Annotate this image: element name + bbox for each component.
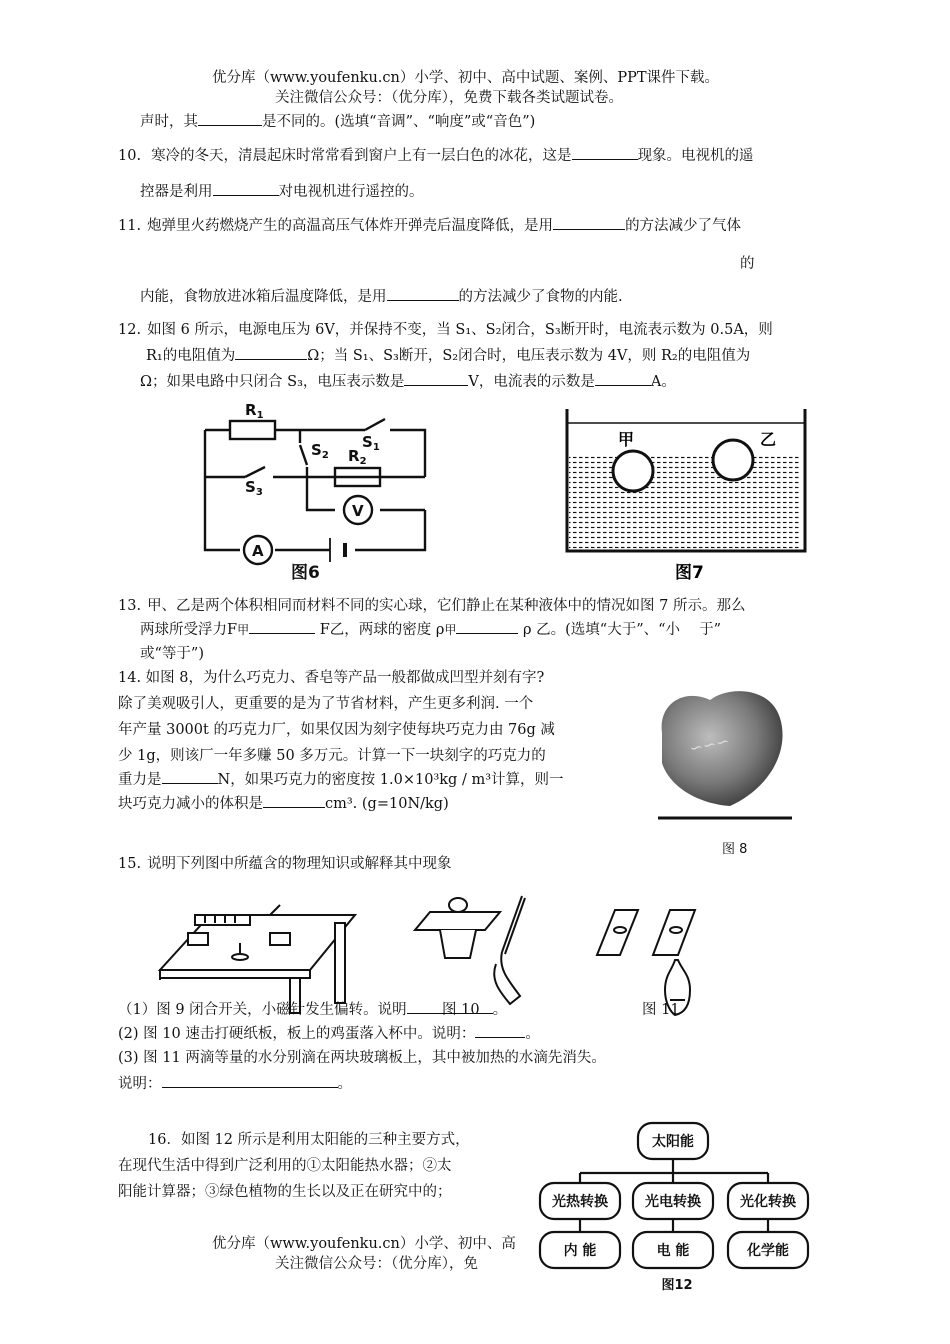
diagram-bottom-1: 内 能	[563, 1243, 597, 1259]
q11-line-3: 内能，食物放进冰箱后温度降低，是用 的方法减少了食物的内能.	[140, 289, 623, 305]
engraved-text-icon: ∽∽∽	[687, 731, 732, 759]
q12-line-1: 12. 如图 6 所示，电源电压为 6V，并保持不变，当 S₁、S₂闭合，S₃断开时，电流表示数为 0.5A，则	[118, 322, 773, 338]
figure-12-caption: 图12	[661, 1278, 693, 1293]
diagram-mid-1: 光热转换	[552, 1194, 608, 1210]
svg-text:S1: $S_1$	[362, 433, 380, 453]
header-line-1: 优分库（www.youfenku.cn）小学、初中、高中试题、案例、PPT课件下载。	[212, 70, 720, 86]
svg-text:乙: 乙	[760, 430, 777, 449]
q16-line-3: 阳能计算器；③绿色植物的生长以及正在研究中的；	[118, 1184, 452, 1200]
q14-line-1: 14. 如图 8，为什么巧克力、香皂等产品一般都做成凹型并刻有字?	[118, 670, 545, 686]
figure-12-solar-diagram	[535, 1115, 825, 1295]
q15-item-2: (2) 图 10 速击打硬纸板，板上的鸡蛋落入杯中。说明： 。	[118, 1026, 540, 1042]
q14-line-6: 块巧克力减小的体积是 cm³. (g=10N/kg)	[118, 796, 449, 812]
q15-item-3: (3) 图 11 两滴等量的水分别滴在两块玻璃板上，其中被加热的水滴先消失。	[118, 1050, 606, 1066]
q16-line-2: 在现代生活中得到广泛利用的①太阳能热水器；②太	[118, 1158, 452, 1174]
svg-text:R2: $R_2$	[348, 447, 367, 467]
header-line-2: 关注微信公众号：（优分库），免费下载各类试题试卷。	[275, 90, 623, 106]
q12-line-3: Ω；如果电路中只闭合 S₃，电压表示数是 V，电流表的示数是 A。	[140, 374, 676, 390]
q10-line-1: 10. 寒冷的冬天，清晨起床时常常看到窗户上有一层白色的冰花，这是 现象。电视机的遥	[118, 148, 754, 164]
figure-9-table	[150, 895, 360, 1015]
q15-title: 15. 说明下列图中所蕴含的物理知识或解释其中现象	[118, 856, 452, 872]
q14-line-2: 除了美观吸引人，更重要的是为了节省材料，产生更多利润. 一个	[118, 696, 534, 712]
q13-line-2: 两球所受浮力F甲 F乙，两球的密度 ρ甲 ρ 乙。(选填“大于”、“小 于”	[140, 622, 722, 638]
ball-yi	[713, 440, 753, 480]
q14-line-5: 重力是 N，如果巧克力的密度按 1.0×10³kg / m³计算，则一	[118, 772, 564, 788]
q11-line-2: 的	[740, 256, 755, 272]
diagram-bottom-2: 电 能	[656, 1243, 690, 1259]
q14-line-4: 少 1g，则该厂一年多赚 50 多万元。计算一下一块刻字的巧克力的	[118, 748, 546, 764]
q13-line-3: 或“等于”)	[140, 646, 204, 662]
figure-10-egg-cup	[410, 892, 540, 1012]
svg-text:S3: $S_3$	[245, 478, 263, 498]
q15-item-3-answer: 说明： 。	[118, 1076, 352, 1092]
q14-line-3: 年产量 3000t 的巧克力厂，如果仅因为刻字使每块巧克力由 76g 减	[118, 722, 555, 738]
q15-fig10-label: 图 10	[442, 1002, 480, 1018]
svg-text:甲: 甲	[618, 430, 635, 449]
q16-line-1: 16．如图 12 所示是利用太阳能的三种主要方式，	[148, 1132, 470, 1148]
figure-6-circuit	[195, 395, 440, 585]
q15-item-1: （1）图 9 闭合开关，小磁针发生偏转。说明 。	[118, 1002, 508, 1018]
figure-7-container	[555, 395, 820, 585]
q13-line-1: 13. 甲、乙是两个体积相同而材料不同的实心球，它们静止在某种液体中的情况如图 7 所示。那么	[118, 598, 746, 614]
footer-line-2: 关注微信公众号：（优分库），免	[275, 1256, 478, 1272]
diagram-top: 太阳能	[652, 1134, 694, 1150]
svg-text:V: V	[352, 502, 364, 520]
svg-text:A: A	[252, 542, 264, 560]
ball-jia	[613, 451, 653, 491]
q12-line-2: R₁的电阻值为 Ω；当 S₁、S₃断开，S₂闭合时，电压表示数为 4V，则 R₂的电阻值为	[146, 348, 751, 364]
q11-line-1: 11. 炮弹里火药燃烧产生的高温高压气体炸开弹壳后温度降低，是用 的方法减少了气体	[118, 218, 742, 234]
diagram-bottom-3: 化学能	[747, 1243, 789, 1259]
figure-8-caption: 图 8	[722, 842, 748, 857]
diagram-mid-3: 光化转换	[740, 1194, 796, 1210]
diagram-mid-2: 光电转换	[645, 1194, 701, 1210]
figure-8-chocolate	[650, 678, 800, 828]
q10-line-2: 控器是利用 对电视机进行遥控的。	[140, 184, 424, 200]
svg-text:图6: 图6	[291, 563, 320, 583]
footer-line-1: 优分库（www.youfenku.cn）小学、初中、高	[212, 1236, 516, 1252]
svg-text:图7: 图7	[675, 563, 704, 583]
r1-resistor	[230, 421, 275, 439]
svg-text:S2: $S_2$	[311, 441, 329, 461]
svg-text:R1: $R_1$	[245, 401, 264, 421]
q15-fig11-label: 图 11	[642, 1002, 680, 1018]
q9-line: 声时，其 是不同的。(选填“音调”、“响度”或“音色”)	[140, 114, 536, 130]
